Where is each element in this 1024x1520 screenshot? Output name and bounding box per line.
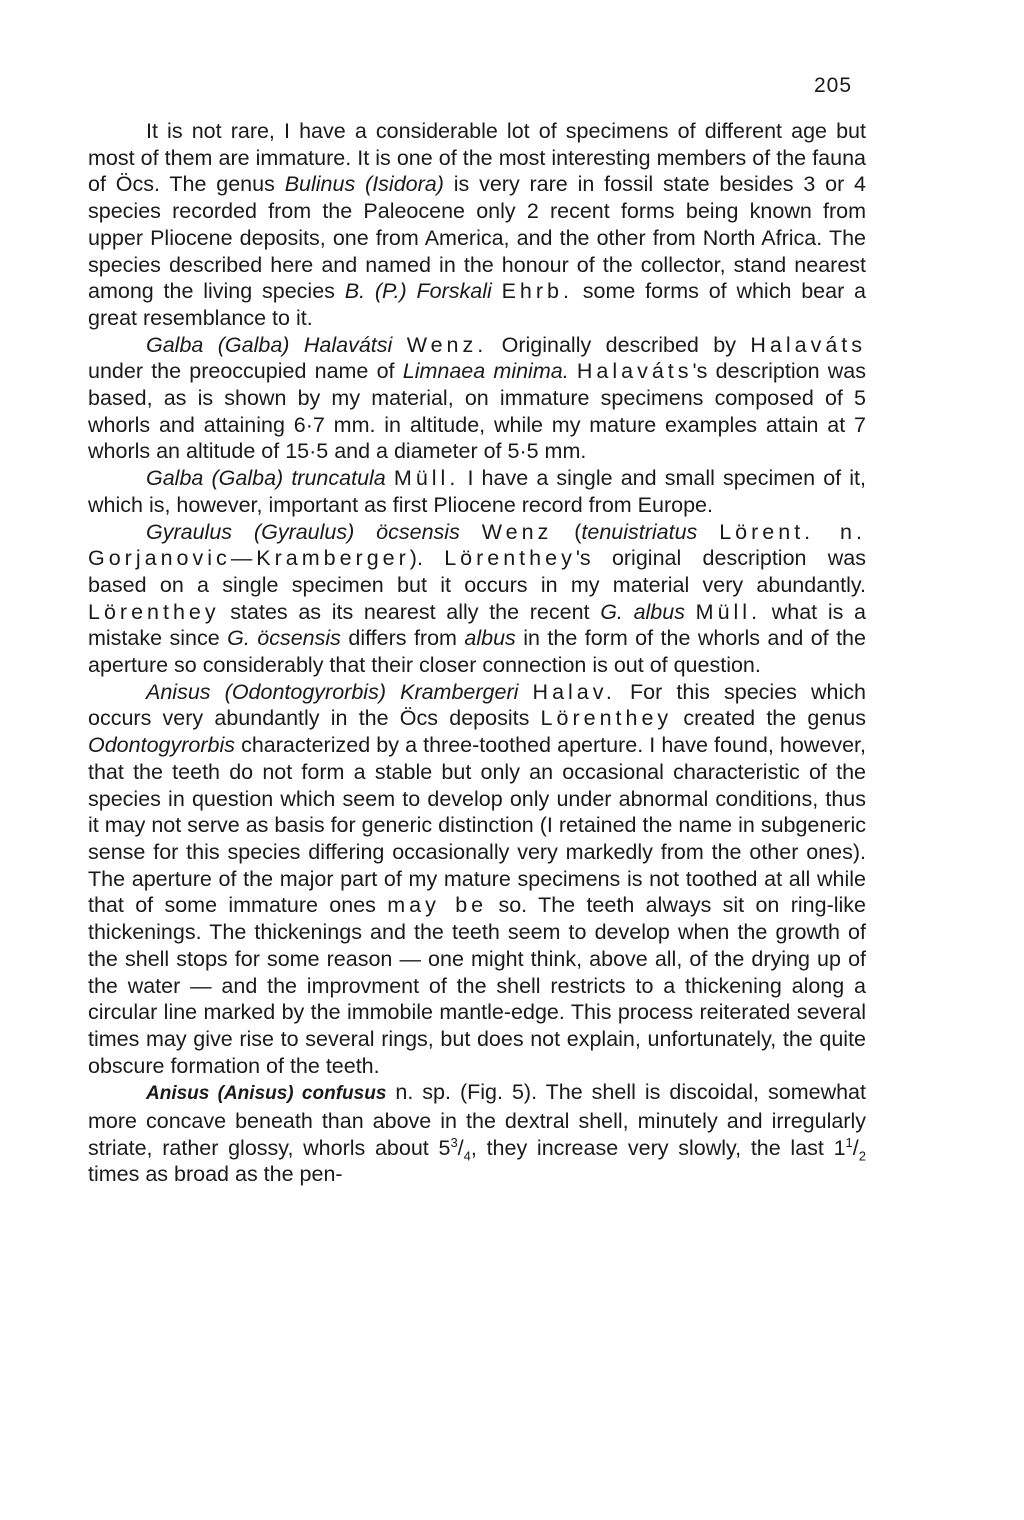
person-name: Halaváts xyxy=(576,359,693,384)
taxon-name: Galba (Galba) truncatula xyxy=(146,466,386,491)
author-name: Halav. xyxy=(532,679,616,704)
text-run: ). xyxy=(409,546,445,571)
person-name: Lörenthey xyxy=(540,706,673,731)
text-run: so. The teeth always sit on ring-like thickenings. The thickenings and the teeth seem to develop when the growth of the shell stops for some reason — one might think, above all, of the drying up of the water — and the improvment of the shell restricts to a thickening along a circular line marked by the immobile mantle-edge. This process reiterated several times may give rise to several rings, but does not explain, unfortunately, the quite obscure formation of the teeth. xyxy=(88,893,866,1078)
author-name: Wenz xyxy=(481,519,553,544)
text-run: I have a single and small specimen of it, which is, however, important as first Pliocene record from Europe. xyxy=(88,466,866,517)
fraction-numerator: 1 xyxy=(845,1134,853,1150)
fraction-denominator: 4 xyxy=(463,1148,471,1164)
synonym-name: tenuistriatus xyxy=(581,519,698,544)
text-run: is very rare in fossil state besides 3 or 4 species recorded from the Paleocene only 2 recent forms being known from upper Pliocene deposits, one from America, and the other from North Africa. The species described here and named in the honour of the collector, stand nearest among the living species xyxy=(88,172,867,304)
text-run: It is not rare, I have a considerable lot of specimens of different age but most of them are immature. It is one of the most interesting members of the fauna of Öcs. The genus xyxy=(88,119,866,197)
species-name: albus xyxy=(464,626,516,651)
paragraph-anisus-confusus: Anisus (Anisus) confusus n. sp. (Fig. 5). The shell is discoidal, somewhat more concave beneath than above in the dextral shell, minutely and irregularly striate, rather glossy, whorls about $5^3/_4$, they increase very slowly, the last $1^1/_2$ times as broad as the pen- xyxy=(88,1080,866,1187)
taxon-name: Anisus (Odontogyrorbis) Krambergeri xyxy=(146,679,519,704)
page-number: 205 xyxy=(814,74,853,97)
author-name: Müll. xyxy=(695,599,762,624)
text-run: characterized by a three-toothed aperture. I have found, however, that the teeth do not form a stable but only an occasional characteristic of the species in question which seem to develop only under abnormal conditions, thus it may not serve as basis for generic distinction (I retained the name in subgeneric sense for this species differing occasionally very markedly from the other ones). The aperture of the major part of my mature specimens is not toothed at all while that of some immature ones xyxy=(88,733,866,918)
taxon-name: Galba (Galba) Halavátsi xyxy=(146,332,393,357)
text-run: Originally described by xyxy=(487,332,751,357)
person-name: Halaváts xyxy=(750,332,867,357)
species-name: B. (P.) Forskali xyxy=(344,279,492,304)
person-name: Lörenthey xyxy=(88,599,220,624)
text-run: what is a mistake since xyxy=(88,599,866,651)
text-run: differs from xyxy=(340,626,465,651)
emphasis: may be xyxy=(387,893,488,918)
text-run: in the form of the whorls and of the aperture so considerably that their closer connection is out of question. xyxy=(88,626,866,678)
genus-name: Odontogyrorbis xyxy=(88,733,235,758)
synonym-name: Limnaea minima. xyxy=(402,359,569,384)
paragraph-galba-halavatsi xyxy=(88,332,866,466)
text-run: under the preoccupied name of xyxy=(88,359,403,384)
paragraph-bulinus xyxy=(88,118,866,332)
author-name: Lörent. n. Gorjanovic—Kramberger xyxy=(88,519,866,571)
text-run: times as broad as the pen- xyxy=(88,1162,343,1187)
species-name: G. öcsensis xyxy=(227,626,341,651)
text-run: 's original description was based on a single specimen but it occurs in my material very abundantly. xyxy=(88,546,866,597)
text-run: , they increase very slowly, the last 1 xyxy=(470,1135,846,1160)
taxon-name: Gyraulus (Gyraulus) öcsensis xyxy=(146,519,460,544)
text-run: created the genus xyxy=(672,706,866,731)
body-text xyxy=(88,118,866,1188)
fraction-numerator: 3 xyxy=(450,1134,458,1150)
text-run: n. sp. (Fig. 5). The shell is discoidal, somewhat more concave beneath than above in the dextral shell, minutely and irregularly striate, rather glossy, whorls about 5 xyxy=(88,1080,866,1160)
taxon-name: Anisus (Anisus) confusus xyxy=(146,1083,387,1105)
text-run: 's description was based, as is shown by my material, on immature specimens composed of 5 whorls and attaining 6·7 mm. in altitude, while my mature examples attain at 7 whorls an altitude of 15·5 and a diameter of 5·5 mm. xyxy=(88,359,866,464)
text-run xyxy=(569,359,577,383)
text-run: states as its nearest ally the recent xyxy=(219,599,601,624)
text-run: some forms of which bear a great resemblance to it. xyxy=(88,279,866,330)
text-run: For this species which occurs very abundantly in the Öcs deposits xyxy=(88,679,866,731)
paragraph-gyraulus xyxy=(88,519,866,679)
text-run: ( xyxy=(552,519,582,544)
fraction-denominator: 2 xyxy=(858,1148,866,1164)
paragraph-galba-truncatula xyxy=(88,465,866,518)
author-name: Müll. xyxy=(393,466,460,491)
person-name: Lörenthey xyxy=(444,546,576,571)
author-name: Wenz. xyxy=(406,332,488,357)
paragraph-anisus-krambergeri xyxy=(88,679,866,1080)
species-name: G. albus xyxy=(600,599,685,624)
author-name: Ehrb. xyxy=(501,279,573,304)
genus-name: Bulinus (Isidora) xyxy=(284,172,444,197)
